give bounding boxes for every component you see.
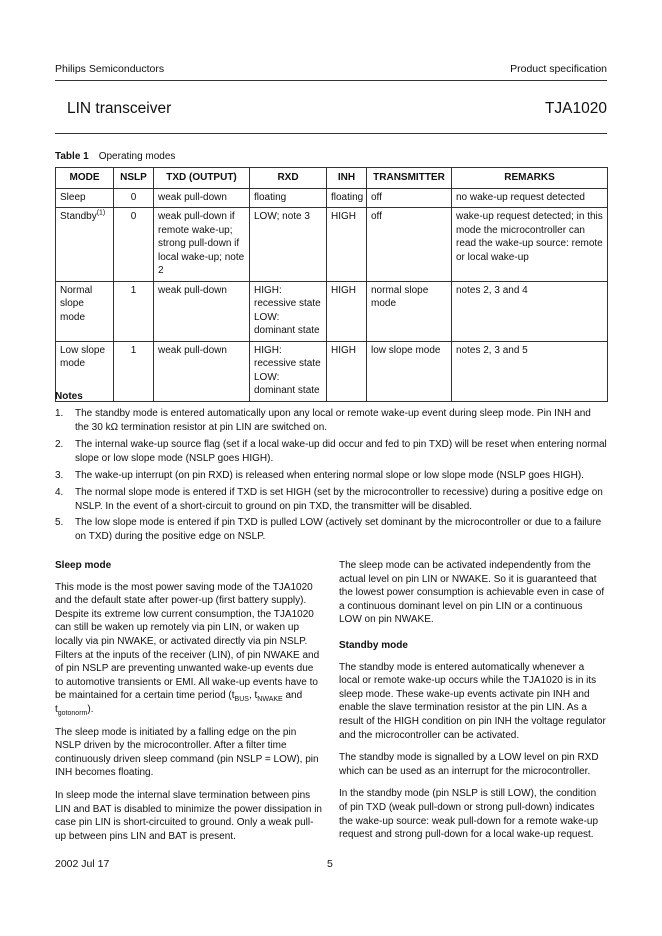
cell-mode: Normal slope mode xyxy=(56,281,114,341)
page-number: 5 xyxy=(327,858,333,870)
cell-transmitter: off xyxy=(367,208,452,282)
cell-inh: floating xyxy=(327,188,367,208)
sleep-mode-paragraph: This mode is the most power saving mode of the TJA1020 and the default state after power-up (first battery supply). Despite its extreme low current consumption, the TJA1020 can still be waken up remotely via pin LIN, or waken up locally via pin NWAKE, or activated directly via pin NSLP. Filters at the inputs of the receiver (LIN), of pin NWAKE and of pin NSLP are preventing unwanted wake-up events due to automotive transients or EMI. All wake-up events have to be maintained for a certain time period ($t_{BUS}$, $t_{NWAKE}$ and $t_{gotonorm}$). xyxy=(55,581,320,717)
table-row xyxy=(56,208,608,282)
note-text: The wake-up interrupt (on pin RXD) is released when entering normal slope or low slope mode (NSLP goes HIGH). xyxy=(75,470,584,481)
table-caption-text: Operating modes xyxy=(98,151,176,162)
note-item xyxy=(55,438,607,465)
cell-inh: HIGH xyxy=(327,281,367,341)
note-number: 1. xyxy=(55,408,64,419)
sleep-activation-paragraph: The sleep mode can be activated independently from the actual level on pin LIN or NWAKE. So it is guaranteed that the lowest power consumption is achievable even in case of a continuous dominant level on pin LIN or a continuous LOW on pin NWAKE. xyxy=(339,560,605,626)
note-text: The internal wake-up source flag (set if a local wake-up did occur and fed to pin TXD) will be reset when entering normal slope or low slope mode (NSLP goes HIGH). xyxy=(75,439,607,464)
cell-nslp: 1 xyxy=(114,341,154,401)
note-item xyxy=(55,516,607,543)
rxd-high: HIGH: recessive state xyxy=(254,284,321,309)
note-item xyxy=(55,407,607,434)
table-header-row xyxy=(56,168,608,189)
footer-date: 2002 Jul 17 xyxy=(55,858,110,870)
table-row xyxy=(56,281,608,341)
col-header-inh: INH xyxy=(327,168,367,189)
note-item xyxy=(55,486,607,513)
note-number: 5. xyxy=(55,517,64,528)
standby-mode-heading: Standby mode xyxy=(339,639,408,651)
rxd-high: HIGH: recessive state xyxy=(254,344,321,369)
right-column xyxy=(339,559,607,851)
cell-txd: weak pull-down xyxy=(154,188,250,208)
cell-transmitter: low slope mode xyxy=(367,341,452,401)
cell-mode: Sleep xyxy=(56,188,114,208)
cell-remarks: notes 2, 3 and 4 xyxy=(452,281,608,341)
cell-inh: HIGH xyxy=(327,208,367,282)
cell-txd: weak pull-down xyxy=(154,281,250,341)
cell-transmitter: normal slope mode xyxy=(367,281,452,341)
header-rule xyxy=(55,80,607,81)
cell-rxd: floating xyxy=(250,188,327,208)
cell-transmitter: off xyxy=(367,188,452,208)
note-ref: (1) xyxy=(96,209,106,217)
table-row xyxy=(56,341,608,401)
note-text: The normal slope mode is entered if TXD is set HIGH (set by the microcontroller to recessive) during a positive edge on NSLP. In the event of a short-circuit to ground on pin TXD, the transmitter will be disabled. xyxy=(75,487,603,512)
table-label: Table 1 xyxy=(55,151,89,162)
page-title: LIN transceiver xyxy=(67,100,172,117)
table-row xyxy=(56,188,608,208)
note-number: 3. xyxy=(55,470,64,481)
rxd-low: LOW: dominant state xyxy=(254,311,320,336)
cell-remarks: no wake-up request detected xyxy=(452,188,608,208)
cell-rxd: LOW; note 3 xyxy=(250,208,327,282)
operating-modes-table xyxy=(55,167,608,402)
standby-signal-paragraph: The standby mode is signalled by a LOW level on pin RXD which can be used as an interrupt for the microcontroller. xyxy=(339,752,599,777)
table-caption xyxy=(55,151,175,162)
cell-rxd xyxy=(250,341,327,401)
mode-text: Standby xyxy=(60,211,97,222)
cell-inh: HIGH xyxy=(327,341,367,401)
col-header-txd: TXD (OUTPUT) xyxy=(154,168,250,189)
col-header-remarks: REMARKS xyxy=(452,168,608,189)
doc-type: Product specification xyxy=(510,63,607,75)
standby-entry-paragraph: The standby mode is entered automatically whenever a local or remote wake-up occurs while the TJA1020 is in its sleep mode. These wake-up events activate pin INH and enable the slave termination resistor at the pin LIN. As a result of the HIGH condition on pin INH the voltage regulator and the microcontroller can be activated. xyxy=(339,661,606,741)
col-header-mode: MODE xyxy=(56,168,114,189)
note-text: The low slope mode is entered if pin TXD is pulled LOW (actively set dominant by the microcontroller or due to a failure on TXD) during the positive edge on NSLP. xyxy=(75,517,602,542)
sleep-termination-paragraph: In sleep mode the internal slave termination between pins LIN and BAT is disabled to minimize the power dissipation in case pin LIN is short-circuited to ground. Only a weak pull-up between pins LIN and BAT is present. xyxy=(55,789,322,842)
cell-txd: weak pull-down xyxy=(154,341,250,401)
sleep-initiation-paragraph: The sleep mode is initiated by a falling edge on the pin NSLP driven by the microcontroller. After a filter time continuously driven sleep command (pin NSLP = LOW), pin INH becomes floating. xyxy=(55,726,319,779)
part-number: TJA1020 xyxy=(544,100,607,117)
cell-mode: Low slope mode xyxy=(56,341,114,401)
cell-remarks: wake-up request detected; in this mode the microcontroller can read the wake-up source: remote or local wake-up xyxy=(452,208,608,282)
left-column xyxy=(55,559,323,852)
cell-nslp: 0 xyxy=(114,208,154,282)
col-header-transmitter: TRANSMITTER xyxy=(367,168,452,189)
col-header-rxd: RXD xyxy=(250,168,327,189)
note-number: 4. xyxy=(55,487,64,498)
notes-title: Notes xyxy=(55,391,83,402)
note-number: 2. xyxy=(55,439,64,450)
note-item xyxy=(55,469,607,483)
cell-nslp: 0 xyxy=(114,188,154,208)
standby-source-paragraph: In the standby mode (pin NSLP is still LOW), the condition of pin TXD (weak pull-down or strong pull-down) indicates the wake-up source: weak pull-down for a remote wake-up request and strong pull-down for a local wake-up request. xyxy=(339,788,599,841)
cell-txd: weak pull-down if remote wake-up; strong pull-down if local wake-up; note 2 xyxy=(154,208,250,282)
company-name: Philips Semiconductors xyxy=(55,63,165,75)
title-rule xyxy=(55,133,607,134)
cell-nslp: 1 xyxy=(114,281,154,341)
cell-remarks: notes 2, 3 and 5 xyxy=(452,341,608,401)
rxd-low: LOW: dominant state xyxy=(254,371,320,396)
cell-rxd xyxy=(250,281,327,341)
sleep-mode-heading: Sleep mode xyxy=(55,560,112,571)
note-text: The standby mode is entered automatically upon any local or remote wake-up event during sleep mode. Pin INH and the 30 kΩ termination resistor at pin LIN are switched on. xyxy=(75,408,591,433)
cell-mode xyxy=(56,208,114,282)
col-header-nslp: NSLP xyxy=(114,168,154,189)
